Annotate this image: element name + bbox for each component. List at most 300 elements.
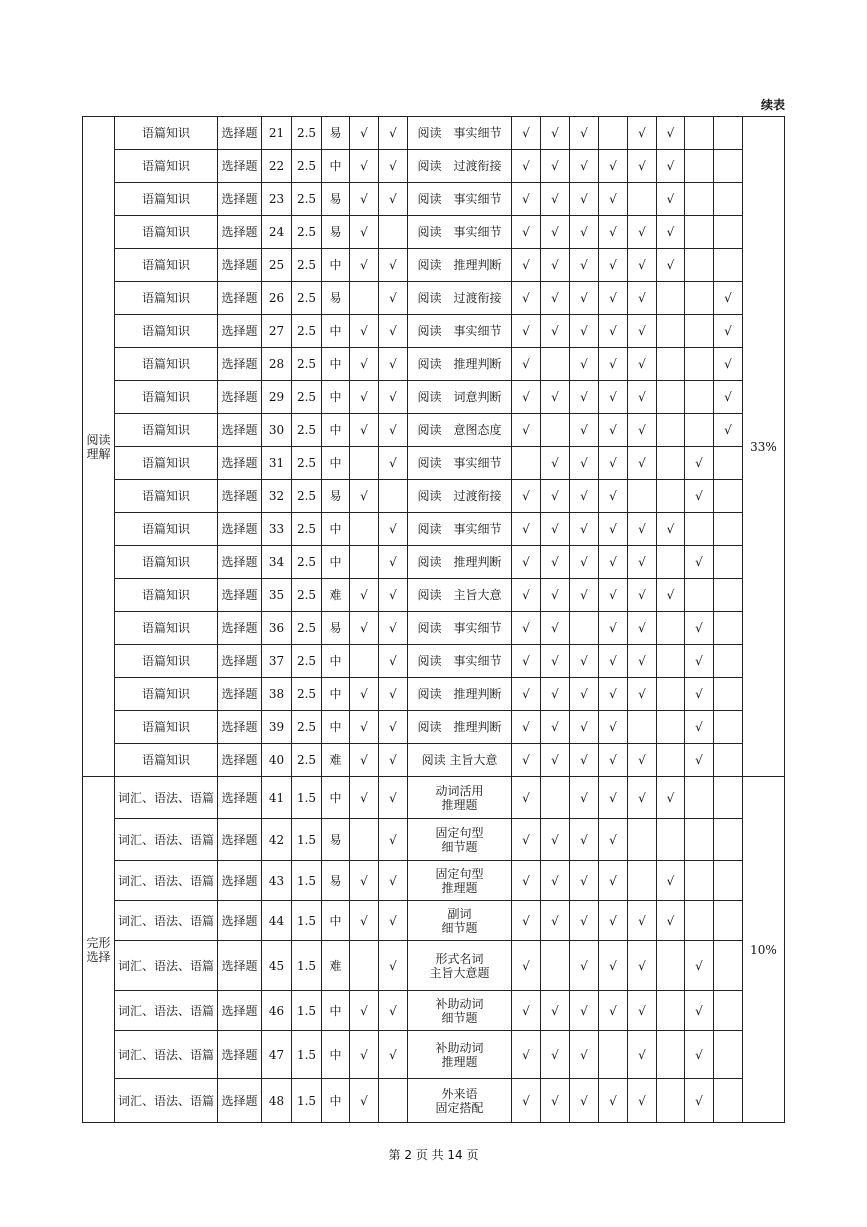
check-cell: √ <box>628 150 657 183</box>
section-name: 阅读 理解 <box>83 117 115 777</box>
knowledge-point-cell: 阅读 推理判断 <box>408 678 512 711</box>
check-cell: √ <box>350 381 379 414</box>
check-cell: √ <box>570 645 599 678</box>
question-type-cell: 选择题 <box>218 480 262 513</box>
difficulty-cell: 易 <box>322 282 350 315</box>
check-cell: √ <box>379 744 408 777</box>
check-cell <box>685 183 714 216</box>
check-cell: √ <box>599 819 628 861</box>
check-cell: √ <box>512 1079 541 1123</box>
check-cell: √ <box>570 579 599 612</box>
knowledge-cell: 词汇、语法、语篇 <box>115 901 218 941</box>
check-cell <box>685 249 714 282</box>
table-row <box>83 414 785 447</box>
score-cell: 1.5 <box>292 861 322 901</box>
difficulty-cell: 中 <box>322 381 350 414</box>
check-cell: √ <box>379 381 408 414</box>
score-cell: 2.5 <box>292 117 322 150</box>
check-cell: √ <box>628 579 657 612</box>
check-cell <box>714 183 743 216</box>
question-type-cell: 选择题 <box>218 282 262 315</box>
check-cell <box>685 282 714 315</box>
check-cell <box>657 711 685 744</box>
check-cell: √ <box>379 579 408 612</box>
check-cell: √ <box>628 282 657 315</box>
knowledge-cell: 词汇、语法、语篇 <box>115 991 218 1031</box>
check-cell <box>570 612 599 645</box>
check-cell: √ <box>512 612 541 645</box>
check-cell <box>657 447 685 480</box>
check-cell: √ <box>599 480 628 513</box>
check-cell: √ <box>599 315 628 348</box>
check-cell <box>685 819 714 861</box>
table-row <box>83 941 785 991</box>
difficulty-cell: 易 <box>322 216 350 249</box>
check-cell: √ <box>685 678 714 711</box>
check-cell <box>685 117 714 150</box>
knowledge-point-cell: 动词活用 推理题 <box>408 777 512 819</box>
check-cell: √ <box>599 861 628 901</box>
question-type-cell: 选择题 <box>218 1031 262 1079</box>
knowledge-cell: 语篇知识 <box>115 249 218 282</box>
check-cell: √ <box>379 513 408 546</box>
question-number-cell: 43 <box>262 861 292 901</box>
difficulty-cell: 中 <box>322 777 350 819</box>
check-cell: √ <box>379 678 408 711</box>
check-cell: √ <box>685 711 714 744</box>
question-type-cell: 选择题 <box>218 645 262 678</box>
check-cell: √ <box>657 183 685 216</box>
check-cell: √ <box>599 744 628 777</box>
check-cell: √ <box>379 777 408 819</box>
check-cell <box>714 744 743 777</box>
check-cell <box>657 1031 685 1079</box>
question-number-cell: 41 <box>262 777 292 819</box>
knowledge-point-cell: 阅读 主旨大意 <box>408 744 512 777</box>
check-cell: √ <box>628 991 657 1031</box>
check-cell <box>628 819 657 861</box>
check-cell <box>685 861 714 901</box>
check-cell: √ <box>628 1079 657 1123</box>
check-cell: √ <box>350 744 379 777</box>
check-cell <box>657 612 685 645</box>
check-cell: √ <box>350 861 379 901</box>
question-type-cell: 选择题 <box>218 941 262 991</box>
check-cell: √ <box>350 150 379 183</box>
check-cell <box>714 1079 743 1123</box>
difficulty-cell: 中 <box>322 678 350 711</box>
difficulty-cell: 中 <box>322 711 350 744</box>
check-cell <box>350 941 379 991</box>
check-cell: √ <box>599 941 628 991</box>
knowledge-cell: 语篇知识 <box>115 744 218 777</box>
knowledge-point-cell: 副词 细节题 <box>408 901 512 941</box>
check-cell: √ <box>599 447 628 480</box>
check-cell: √ <box>628 414 657 447</box>
check-cell <box>628 861 657 901</box>
check-cell: √ <box>657 861 685 901</box>
table-row <box>83 381 785 414</box>
check-cell <box>685 777 714 819</box>
check-cell <box>685 414 714 447</box>
score-cell: 1.5 <box>292 1079 322 1123</box>
check-cell <box>685 381 714 414</box>
check-cell: √ <box>350 117 379 150</box>
check-cell: √ <box>379 315 408 348</box>
section-name: 完形 选择 <box>83 777 115 1123</box>
table-row <box>83 150 785 183</box>
check-cell: √ <box>541 579 570 612</box>
check-cell: √ <box>628 901 657 941</box>
check-cell: √ <box>350 414 379 447</box>
question-type-cell: 选择题 <box>218 216 262 249</box>
table-row <box>83 216 785 249</box>
difficulty-cell: 易 <box>322 612 350 645</box>
difficulty-cell: 中 <box>322 991 350 1031</box>
check-cell: √ <box>570 711 599 744</box>
check-cell: √ <box>512 513 541 546</box>
check-cell <box>657 1079 685 1123</box>
check-cell: √ <box>714 282 743 315</box>
check-cell: √ <box>570 678 599 711</box>
check-cell <box>379 480 408 513</box>
check-cell <box>685 348 714 381</box>
check-cell <box>599 117 628 150</box>
difficulty-cell: 中 <box>322 1079 350 1123</box>
check-cell: √ <box>350 480 379 513</box>
check-cell: √ <box>379 249 408 282</box>
check-cell: √ <box>685 1031 714 1079</box>
knowledge-cell: 语篇知识 <box>115 315 218 348</box>
table-row <box>83 991 785 1031</box>
check-cell: √ <box>350 1079 379 1123</box>
check-cell <box>714 150 743 183</box>
check-cell: √ <box>512 117 541 150</box>
check-cell: √ <box>714 414 743 447</box>
knowledge-cell: 语篇知识 <box>115 381 218 414</box>
section-percent: 10% <box>743 777 785 1123</box>
knowledge-cell: 语篇知识 <box>115 348 218 381</box>
question-number-cell: 31 <box>262 447 292 480</box>
score-cell: 2.5 <box>292 183 322 216</box>
check-cell <box>350 645 379 678</box>
check-cell <box>685 315 714 348</box>
check-cell: √ <box>379 1031 408 1079</box>
check-cell: √ <box>628 249 657 282</box>
table-row <box>83 1031 785 1079</box>
check-cell: √ <box>379 901 408 941</box>
question-number-cell: 42 <box>262 819 292 861</box>
check-cell: √ <box>657 579 685 612</box>
check-cell <box>350 819 379 861</box>
check-cell: √ <box>379 941 408 991</box>
check-cell: √ <box>350 612 379 645</box>
table-row <box>83 678 785 711</box>
question-type-cell: 选择题 <box>218 1079 262 1123</box>
question-number-cell: 45 <box>262 941 292 991</box>
check-cell: √ <box>657 901 685 941</box>
score-cell: 1.5 <box>292 777 322 819</box>
check-cell <box>657 315 685 348</box>
knowledge-cell: 语篇知识 <box>115 711 218 744</box>
score-cell: 2.5 <box>292 612 322 645</box>
check-cell: √ <box>599 612 628 645</box>
score-cell: 2.5 <box>292 348 322 381</box>
question-type-cell: 选择题 <box>218 546 262 579</box>
check-cell: √ <box>350 315 379 348</box>
difficulty-cell: 中 <box>322 447 350 480</box>
question-type-cell: 选择题 <box>218 901 262 941</box>
check-cell <box>714 711 743 744</box>
check-cell <box>714 546 743 579</box>
check-cell: √ <box>541 1079 570 1123</box>
check-cell: √ <box>570 1031 599 1079</box>
check-cell: √ <box>570 777 599 819</box>
question-type-cell: 选择题 <box>218 579 262 612</box>
knowledge-point-cell: 阅读 推理判断 <box>408 546 512 579</box>
check-cell <box>714 861 743 901</box>
check-cell: √ <box>541 315 570 348</box>
knowledge-point-cell: 形式名词 主旨大意题 <box>408 941 512 991</box>
check-cell: √ <box>541 513 570 546</box>
knowledge-point-cell: 阅读 推理判断 <box>408 711 512 744</box>
question-number-cell: 35 <box>262 579 292 612</box>
check-cell: √ <box>628 381 657 414</box>
check-cell <box>714 777 743 819</box>
check-cell: √ <box>628 941 657 991</box>
question-number-cell: 27 <box>262 315 292 348</box>
knowledge-cell: 语篇知识 <box>115 579 218 612</box>
table-row <box>83 744 785 777</box>
question-number-cell: 22 <box>262 150 292 183</box>
check-cell <box>685 579 714 612</box>
check-cell <box>714 249 743 282</box>
question-type-cell: 选择题 <box>218 711 262 744</box>
check-cell: √ <box>685 546 714 579</box>
check-cell: √ <box>512 480 541 513</box>
check-cell: √ <box>541 861 570 901</box>
knowledge-cell: 语篇知识 <box>115 447 218 480</box>
check-cell: √ <box>570 381 599 414</box>
knowledge-point-cell: 阅读 事实细节 <box>408 216 512 249</box>
check-cell <box>714 447 743 480</box>
table-row <box>83 480 785 513</box>
section-percent: 33% <box>743 117 785 777</box>
knowledge-point-cell: 补助动词 细节题 <box>408 991 512 1031</box>
question-type-cell: 选择题 <box>218 447 262 480</box>
question-type-cell: 选择题 <box>218 315 262 348</box>
check-cell: √ <box>379 546 408 579</box>
score-cell: 2.5 <box>292 645 322 678</box>
check-cell: √ <box>628 348 657 381</box>
score-cell: 2.5 <box>292 414 322 447</box>
check-cell: √ <box>657 513 685 546</box>
check-cell: √ <box>512 546 541 579</box>
question-type-cell: 选择题 <box>218 513 262 546</box>
check-cell: √ <box>599 1079 628 1123</box>
check-cell: √ <box>512 282 541 315</box>
check-cell: √ <box>570 447 599 480</box>
check-cell: √ <box>714 381 743 414</box>
difficulty-cell: 中 <box>322 315 350 348</box>
question-type-cell: 选择题 <box>218 414 262 447</box>
check-cell: √ <box>379 282 408 315</box>
check-cell: √ <box>350 216 379 249</box>
check-cell: √ <box>628 216 657 249</box>
table-row <box>83 513 785 546</box>
check-cell: √ <box>541 282 570 315</box>
check-cell: √ <box>350 711 379 744</box>
score-cell: 2.5 <box>292 381 322 414</box>
check-cell: √ <box>599 414 628 447</box>
table-row <box>83 612 785 645</box>
check-cell: √ <box>570 819 599 861</box>
question-type-cell: 选择题 <box>218 348 262 381</box>
knowledge-point-cell: 阅读 过渡衔接 <box>408 150 512 183</box>
check-cell: √ <box>714 348 743 381</box>
check-cell: √ <box>350 901 379 941</box>
check-cell: √ <box>628 1031 657 1079</box>
question-number-cell: 28 <box>262 348 292 381</box>
check-cell: √ <box>512 744 541 777</box>
table-row <box>83 645 785 678</box>
question-type-cell: 选择题 <box>218 183 262 216</box>
check-cell: √ <box>541 1031 570 1079</box>
check-cell: √ <box>685 941 714 991</box>
score-cell: 2.5 <box>292 546 322 579</box>
check-cell: √ <box>714 315 743 348</box>
table-row <box>83 315 785 348</box>
difficulty-cell: 易 <box>322 480 350 513</box>
table-row <box>83 183 785 216</box>
question-number-cell: 21 <box>262 117 292 150</box>
check-cell: √ <box>570 348 599 381</box>
question-number-cell: 23 <box>262 183 292 216</box>
check-cell <box>541 414 570 447</box>
check-cell: √ <box>512 1031 541 1079</box>
check-cell <box>541 777 570 819</box>
question-number-cell: 29 <box>262 381 292 414</box>
table-row <box>83 348 785 381</box>
knowledge-cell: 词汇、语法、语篇 <box>115 941 218 991</box>
knowledge-point-cell: 固定句型 细节题 <box>408 819 512 861</box>
check-cell: √ <box>379 348 408 381</box>
check-cell <box>657 414 685 447</box>
knowledge-point-cell: 阅读 推理判断 <box>408 249 512 282</box>
check-cell <box>657 991 685 1031</box>
check-cell: √ <box>379 819 408 861</box>
check-cell: √ <box>541 546 570 579</box>
check-cell: √ <box>350 183 379 216</box>
score-cell: 1.5 <box>292 1031 322 1079</box>
knowledge-cell: 语篇知识 <box>115 216 218 249</box>
check-cell: √ <box>599 579 628 612</box>
check-cell: √ <box>628 612 657 645</box>
check-cell: √ <box>599 991 628 1031</box>
check-cell: √ <box>570 216 599 249</box>
table-row <box>83 249 785 282</box>
check-cell: √ <box>685 480 714 513</box>
question-number-cell: 25 <box>262 249 292 282</box>
question-type-cell: 选择题 <box>218 381 262 414</box>
check-cell <box>379 1079 408 1123</box>
check-cell <box>657 381 685 414</box>
knowledge-point-cell: 阅读 事实细节 <box>408 645 512 678</box>
check-cell <box>685 216 714 249</box>
check-cell <box>512 447 541 480</box>
check-cell: √ <box>350 777 379 819</box>
difficulty-cell: 中 <box>322 414 350 447</box>
question-number-cell: 39 <box>262 711 292 744</box>
check-cell <box>628 711 657 744</box>
check-cell: √ <box>512 348 541 381</box>
check-cell: √ <box>599 150 628 183</box>
table-row <box>83 579 785 612</box>
check-cell: √ <box>512 819 541 861</box>
check-cell: √ <box>512 645 541 678</box>
check-cell: √ <box>512 249 541 282</box>
table-row <box>83 819 785 861</box>
check-cell: √ <box>350 249 379 282</box>
check-cell: √ <box>541 612 570 645</box>
check-cell: √ <box>379 414 408 447</box>
difficulty-cell: 中 <box>322 249 350 282</box>
knowledge-cell: 语篇知识 <box>115 612 218 645</box>
check-cell: √ <box>541 645 570 678</box>
check-cell: √ <box>379 117 408 150</box>
check-cell: √ <box>570 1079 599 1123</box>
check-cell <box>685 901 714 941</box>
check-cell <box>714 1031 743 1079</box>
check-cell <box>657 645 685 678</box>
difficulty-cell: 中 <box>322 150 350 183</box>
question-number-cell: 38 <box>262 678 292 711</box>
check-cell: √ <box>541 744 570 777</box>
question-type-cell: 选择题 <box>218 819 262 861</box>
check-cell: √ <box>541 480 570 513</box>
check-cell: √ <box>628 513 657 546</box>
score-cell: 2.5 <box>292 447 322 480</box>
check-cell: √ <box>350 348 379 381</box>
check-cell: √ <box>599 513 628 546</box>
check-cell: √ <box>570 991 599 1031</box>
knowledge-point-cell: 补助动词 推理题 <box>408 1031 512 1079</box>
check-cell <box>657 480 685 513</box>
check-cell <box>657 546 685 579</box>
check-cell: √ <box>570 117 599 150</box>
check-cell <box>714 612 743 645</box>
check-cell: √ <box>628 315 657 348</box>
difficulty-cell: 难 <box>322 579 350 612</box>
check-cell: √ <box>599 901 628 941</box>
difficulty-cell: 易 <box>322 117 350 150</box>
difficulty-cell: 易 <box>322 861 350 901</box>
check-cell: √ <box>657 117 685 150</box>
question-number-cell: 48 <box>262 1079 292 1123</box>
question-number-cell: 33 <box>262 513 292 546</box>
check-cell <box>657 678 685 711</box>
check-cell <box>628 480 657 513</box>
check-cell: √ <box>570 315 599 348</box>
check-cell <box>657 348 685 381</box>
check-cell: √ <box>599 282 628 315</box>
check-cell: √ <box>685 447 714 480</box>
difficulty-cell: 中 <box>322 546 350 579</box>
difficulty-cell: 中 <box>322 645 350 678</box>
check-cell: √ <box>685 645 714 678</box>
check-cell <box>685 150 714 183</box>
check-cell: √ <box>512 678 541 711</box>
